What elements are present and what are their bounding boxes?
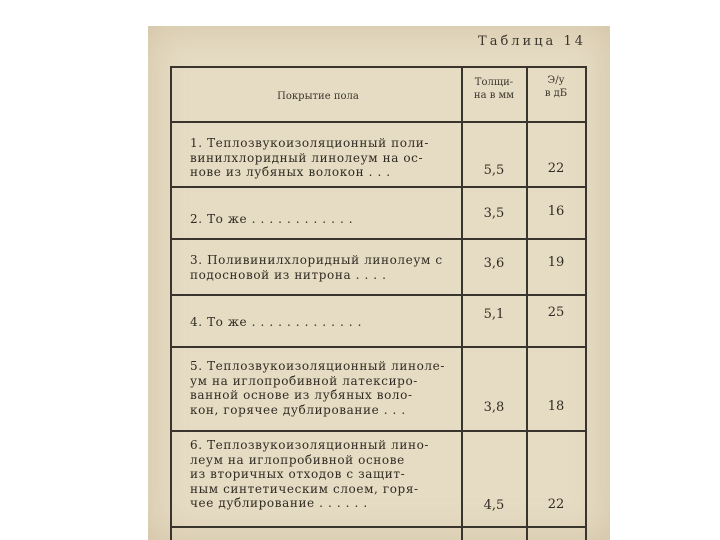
table-row-4-thickness: 5,1: [483, 307, 505, 322]
header-thickness: Толщи- на в мм: [473, 77, 515, 101]
table-row-3-db: 19: [547, 255, 565, 270]
table-top-rule: [170, 66, 586, 68]
table-row-6-text: 6. Теплозвукоизоляционный лино- леум на иглопробивной основе из вторичных отходов с защит- ным синтетическим слоем, горя- чее дублирование . . . . . .: [190, 438, 430, 510]
row-rule-1: [170, 186, 586, 188]
table-row-3-text: 3. Поливинилхлоридный линолеум с подосновой из нитрона . . . .: [190, 253, 443, 282]
table-row-3-thickness: 3,6: [483, 256, 505, 271]
table-row-5-db: 18: [547, 399, 565, 414]
table-row-6-db: 22: [547, 497, 565, 512]
table-title: Таблица 14: [478, 34, 586, 49]
row-rule-6: [170, 526, 586, 528]
table-row-1-db: 22: [547, 161, 565, 176]
table-row-4-text: 4. То же . . . . . . . . . . . . .: [190, 315, 363, 329]
row-rule-4: [170, 346, 586, 348]
column-divider-2: [526, 66, 528, 540]
table-row-1-text: 1. Теплозвукоизоляционный поли- винилхлоридный линолеум на ос- нове из лубяных волокон . . .: [190, 136, 430, 179]
table-row-2-db: 16: [547, 204, 565, 219]
row-rule-5: [170, 430, 586, 432]
table-row-4-db: 25: [547, 305, 565, 320]
column-divider-1: [461, 66, 463, 540]
header-db: Э/у в дБ: [544, 75, 568, 99]
table-row-5-text: 5. Теплозвукоизоляционный линоле- ум на иглопробивной латексиро- ванной основе из лубяных воло- кон, горячее дублирование . . .: [190, 359, 445, 417]
table-row-2-thickness: 3,5: [483, 206, 505, 221]
row-rule-2: [170, 238, 586, 240]
header-cover: Покрытие пола: [277, 91, 359, 102]
table-border-right: [585, 66, 587, 540]
scanned-page: [148, 26, 610, 540]
table-row-6-thickness: 4,5: [483, 498, 505, 513]
table-border-left: [170, 66, 172, 540]
table-row-1-thickness: 5,5: [483, 163, 505, 178]
row-rule-3: [170, 294, 586, 296]
header-bottom-rule: [170, 121, 586, 123]
table-row-2-text: 2. То же . . . . . . . . . . . .: [190, 212, 354, 226]
table-row-5-thickness: 3,8: [483, 400, 505, 415]
